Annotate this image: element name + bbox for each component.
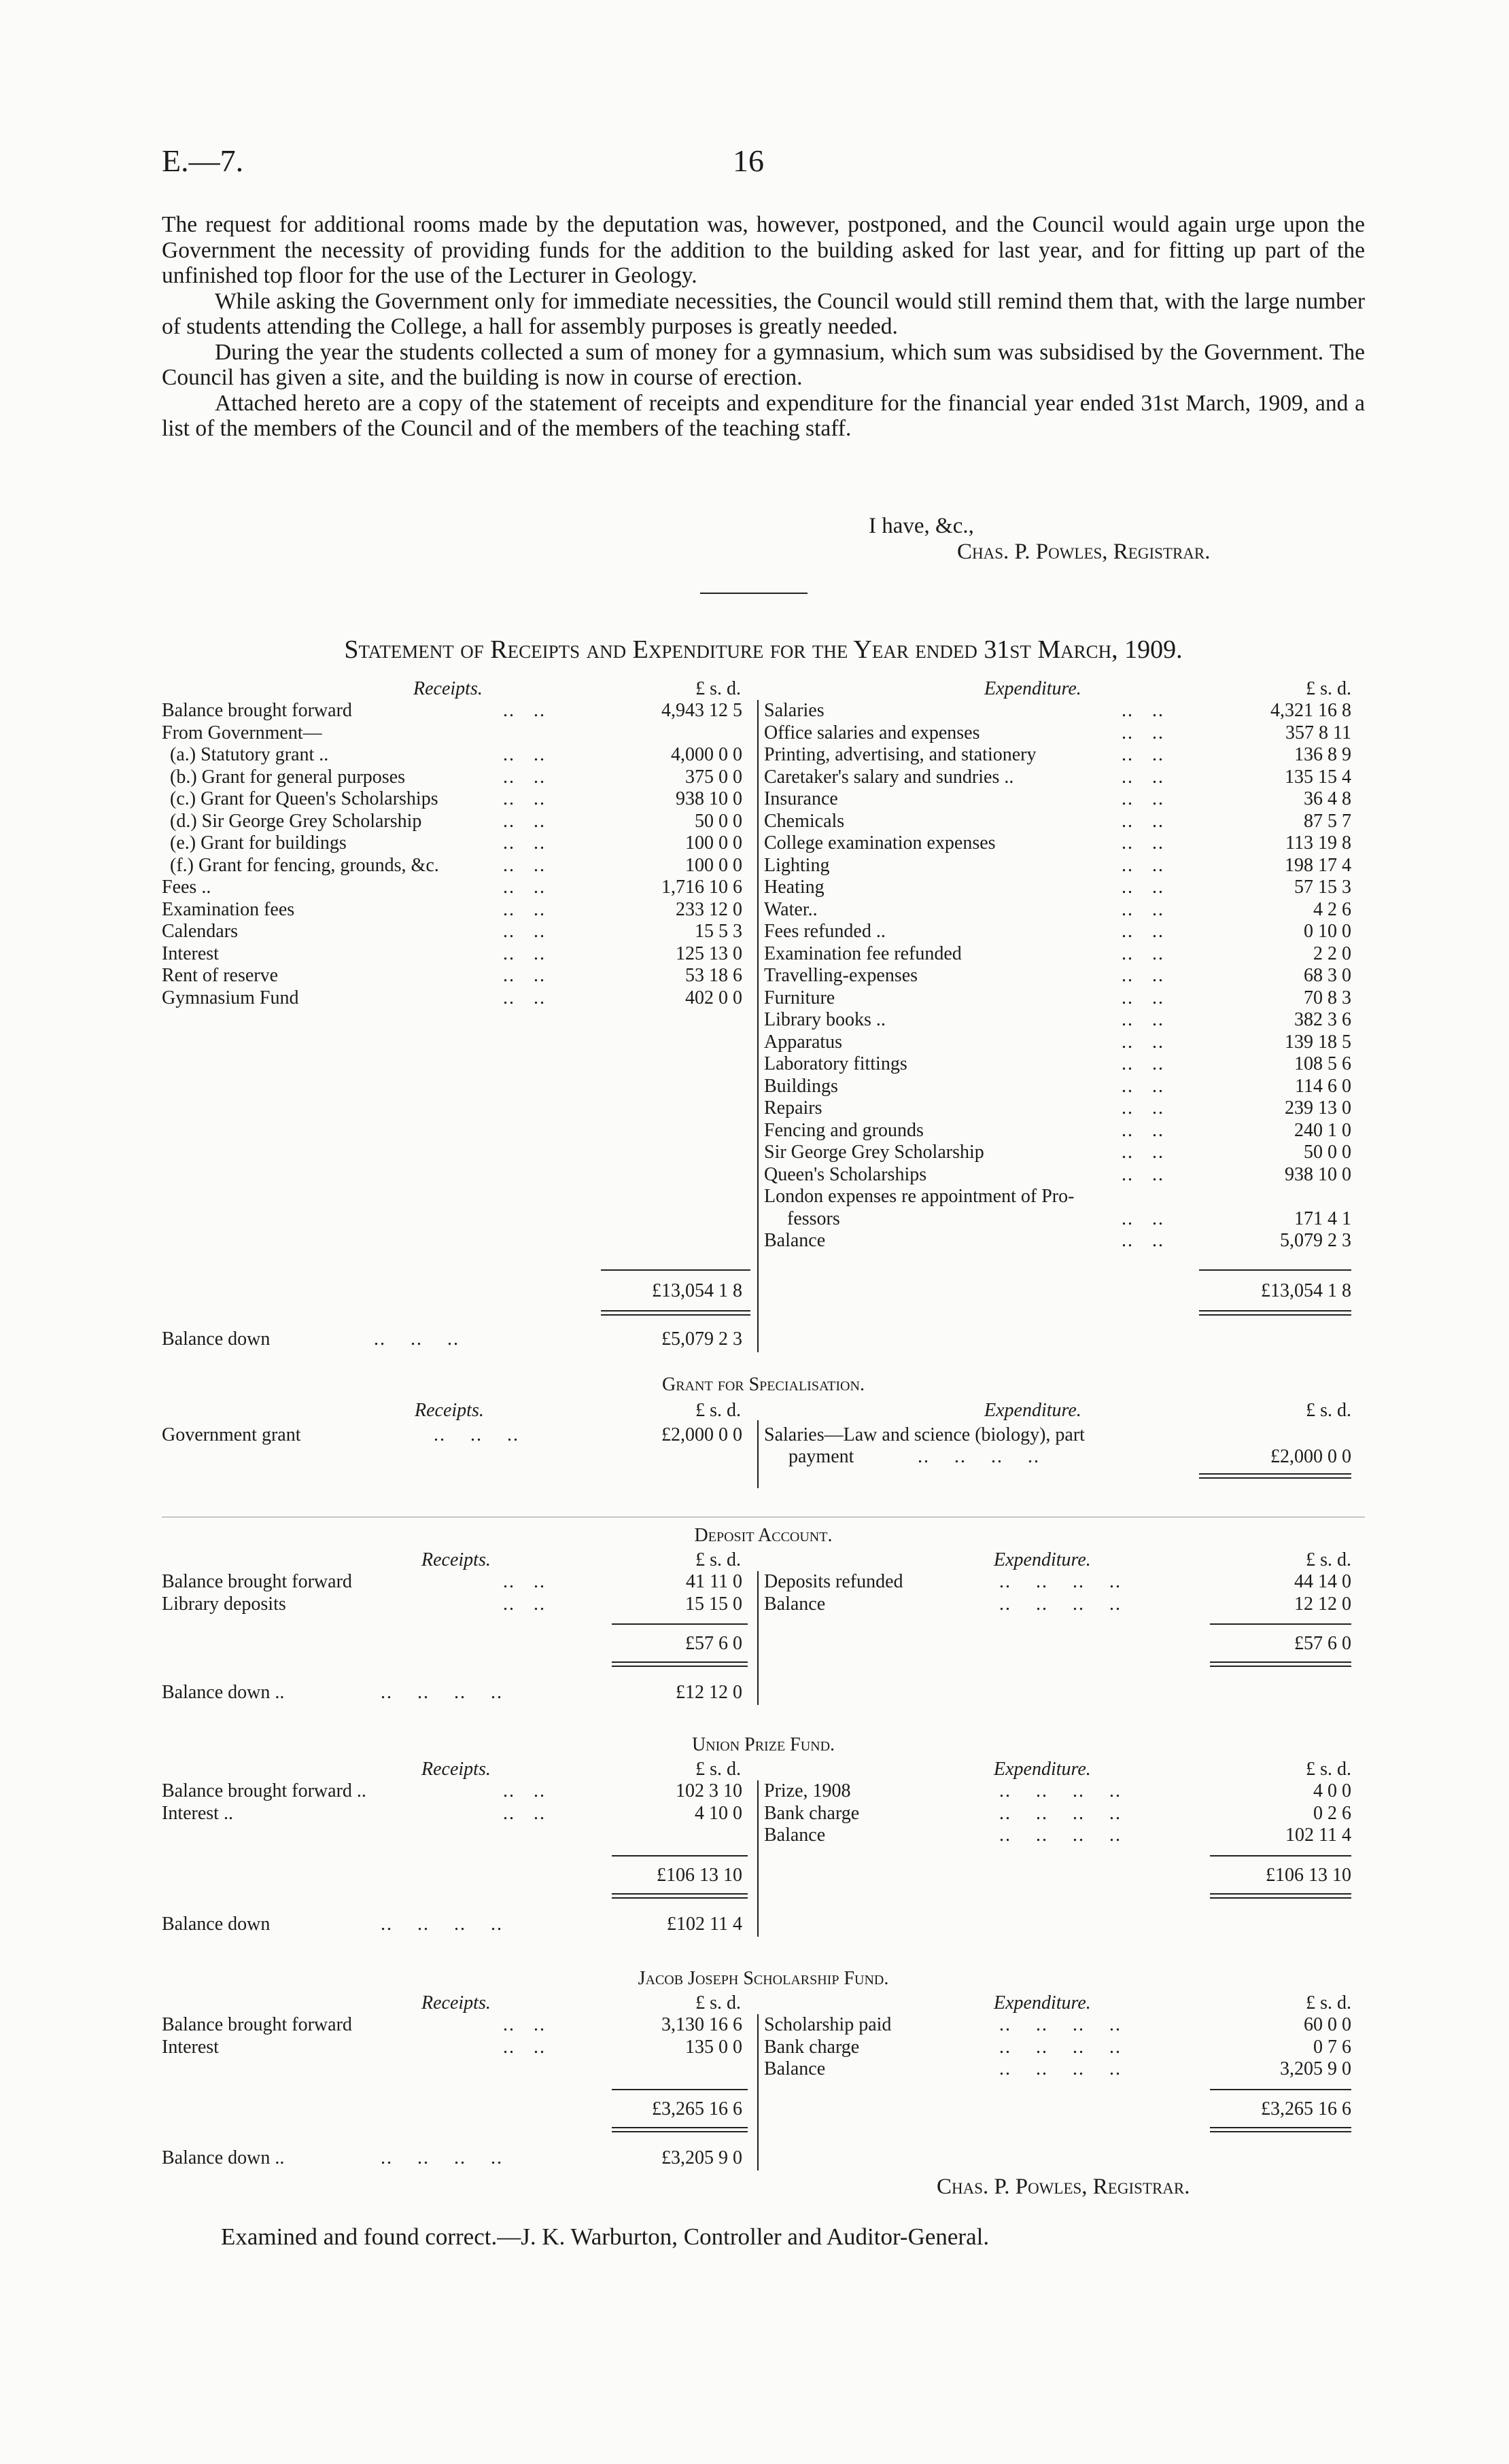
closing-line: I have, &c., [869,514,974,538]
union_prize-balance-down: £102 11 4 [667,1913,742,1935]
receipt-amount: 4 10 0 [695,1802,742,1824]
receipt-amount: 4,943 12 5 [661,700,742,721]
expenditure-amount: 12 12 0 [1294,1593,1351,1615]
expenditure-label: Chemicals [764,810,845,832]
expenditure-amount: 136 8 9 [1294,744,1351,765]
deposit-balance-down-label: Balance down .. [162,1682,285,1703]
expenditure-amount: 68 3 0 [1304,965,1351,986]
expenditure-amount: 135 15 4 [1285,766,1351,788]
jacob_joseph-title: Jacob Joseph Scholarship Fund. [638,1968,889,1989]
expenditure-amount: 938 10 0 [1285,1163,1351,1185]
document-code: E.—7. [162,143,244,178]
expenditure-label: Deposits refunded [764,1571,903,1592]
expenditure-label: Balance [764,1230,826,1251]
expenditure-amount: 239 13 0 [1285,1097,1351,1119]
receipt-amount: 100 0 0 [685,854,742,876]
expenditure-amount: 57 15 3 [1294,877,1351,898]
receipt-amount: 375 0 0 [685,766,742,788]
expenditure-label: Caretaker's salary and sundries .. [764,766,1014,788]
expenditure-heading: Expenditure. [984,678,1081,699]
expenditure-label: Salaries [764,700,825,721]
expenditure-label: Insurance [764,788,838,809]
expenditure-label: Heating [764,877,825,898]
expenditure-label: Bank charge [764,2036,860,2058]
specialisation-receipt-label: Government grant [162,1424,301,1445]
deposit-receipts-total: £57 6 0 [685,1633,742,1654]
expenditure-label: Lighting [764,854,830,876]
union_prize-expenditure-heading: Expenditure. [994,1759,1091,1780]
receipt-label: (d.) Sir George Grey Scholarship [170,810,422,832]
receipt-label: Interest .. [162,1802,233,1824]
paragraph-4: Attached hereto are a copy of the statement of receipts and expenditure for the financial year ended 31st March, 1909, and a list of the members of the Council and of the members of the teaching staff. [162,390,1365,441]
closing-signature: Chas. P. Powles, Registrar. [957,540,1211,564]
receipt-amount: 125 13 0 [676,943,742,964]
union_prize-balance-down-label: Balance down [162,1913,271,1935]
expenditure-amount: 102 11 4 [1285,1825,1351,1846]
expenditure-amount: 114 6 0 [1295,1075,1351,1097]
expenditure-label: Sir George Grey Scholarship [764,1142,984,1163]
jacob_joseph-receipts-total: £3,265 16 6 [652,2098,742,2119]
expenditure-amount: 0 2 6 [1313,1802,1351,1824]
specialisation-expenditure-heading: Expenditure. [984,1400,1081,1421]
expenditure-label: fessors [787,1208,840,1229]
receipt-label: Interest [162,943,219,964]
expenditure-label: Balance [764,2058,826,2079]
paragraph-2: While asking the Government only for immediate necessities, the Council would still remind them that, with the large number of students attending the College, a hall for assembly purposes is greatly needed. [162,288,1365,339]
receipt-amount: 100 0 0 [685,832,742,853]
expenditure-label: Printing, advertising, and stationery [764,744,1037,765]
expenditure-label: Balance [764,1593,826,1615]
expenditure-amount: 0 10 0 [1304,921,1351,942]
receipts-total: £13,054 1 8 [652,1280,742,1301]
specialisation-receipt-amount: £2,000 0 0 [661,1424,742,1445]
expenditure-label: Library books .. [764,1009,886,1030]
paragraph-3: During the year the students collected a sum of money for a gymnasium, which sum was subsidised by the Government. The Council has given a site, and the building is now in course of erection. [162,339,1365,390]
specialisation-expenditure-amount: £2,000 0 0 [1270,1446,1351,1467]
expenditure-amount: 240 1 0 [1294,1119,1351,1141]
expenditure-label: Apparatus [764,1031,843,1053]
expenditure-label: Fees refunded .. [764,921,886,942]
receipt-label: Interest [162,2036,219,2058]
expenditure-amount: 2 2 0 [1313,943,1351,964]
expenditure-amount: 70 8 3 [1304,987,1351,1008]
paragraph-1: The request for additional rooms made by the deputation was, however, postponed, and the Council would again urge upon the Government the necessity of providing funds for the addition to the building asked for last year, and for fitting up part of the unfinished top floor for the use of the Lecturer in Geology. [162,212,1365,288]
expenditure-amount: 5,079 2 3 [1280,1230,1351,1251]
statement-ledger: Receipts. £ s. d. Expenditure. £ s. d. Balance brought forward .. .. 4,943 12 5 From Government— (a.) Statutory grant .. .. .. 4,000 0 0 (b.) Grant for general purposes .. .. 375 0 0 (c.) Grant for Queen's Scholarships .. .. 938 10 0 (d.) Sir George Grey Scholarship .. .. 50 0 0 (e.) Grant for buildings .. .. 100 0 0 (f.) Grant for fencing, grounds, &c. .. .. 100 0 0 Fees .. .. .. 1,716 10 6 Examination fees .. .. 233 12 0 Calendars .. .. 15 5 3 Interest .. .. 125 13 0 Rent of reserve .. .. 53 18 6 Gymnasium Fund .. .. 402 0 0 Salaries .. .. 4,321 16 8 Office salaries and expenses .. .. 357 8 11 Printing, advertising, and stationery .. .. 136 8 9 Caretaker's salary and sundries .. .. .. 135 15 4 Insurance .. .. 36 4 8 Chemicals .. .. 87 5 7 College examination expenses .. .. 113 19 8 Lighting .. .. 198 17 4 Heating .. .. 57 15 3 Water.. .. .. 4 2 6 Fees refunded .. .. .. 0 10 0 Examination fee refunded .. .. 2 2 0 Travelling-expenses .. .. 68 3 0 Furniture .. .. 70 8 3 Library books .. .. .. 382 3 6 Apparatus .. .. 139 18 5 Laboratory fittings .. .. 108 5 6 Buildings .. .. 114 6 0 Repairs .. .. 239 13 0 Fencing and grounds .. .. 240 1 0 Sir George Grey Scholarship .. .. 50 0 0 Queen's Scholarships .. .. 938 10 0 London expenses re appointment of Pro- fessors .. .. 171 4 1 Balance .. .. 5,079 2 3 £13,054 1 8 £13,054 1 8 Balance down .. .. .. £5,079 2 3 Grant for Specialisation. Receipts. £ s. d. Expenditure. £ s. d. Government grant .. .. .. £2,000 0 0 Salaries—Law and science (biology), part payment .. .. .. .. £2,000 0 0 Deposit Account. Receipts. £ s. d. Expenditure. £ s. d. Balance brought forward .. .. 41 11 0 Library deposits .. .. 15 15 0 Deposits refunded .. .. .. .. 44 14 0 Balance .. .. .. .. 12 12 0 £57 6 0 £57 6 0 Balance down .. .. .. .. .. £12 12 0 Union Prize Fund. Receipts. £ s. d. Expenditure. £ s. d. Balance brought forward .. .. .. 102 3 10 Interest .. .. .. 4 10 0 Prize, 1908 .. .. .. .. 4 0 0 Bank charge .. .. .. .. 0 2 6 Balance .. .. .. .. 102 11 4 £106 13 10 £106 13 10 Balance down .. .. .. .. £102 11 4 Jacob Joseph Scholarship Fund. Receipts. £ s. d. Expenditure. £ s. d. Balance brought forward .. .. 3,130 16 6 Interest .. .. 135 0 0 Scholarship paid .. .. .. .. 60 0 0 Bank charge .. .. .. .. 0 7 6 Balance .. .. .. .. 3,205 9 0 £3,265 16 6 £3,265 16 6 Balance down .. .. .. .. .. £3,205 9 0 [0,0,1509,2464]
union_prize-receipts-heading: Receipts. [421,1759,491,1780]
receipt-label: Examination fees [162,898,295,920]
expenditure-amount: 357 8 11 [1285,722,1351,743]
expenditure-label: College examination expenses [764,832,996,853]
deposit-expenditure-heading: Expenditure. [994,1549,1091,1570]
deposit-receipts-heading: Receipts. [421,1549,491,1570]
deposit-balance-down: £12 12 0 [676,1682,742,1703]
specialisation-expenditure-label: Salaries—Law and science (biology), part [764,1424,1085,1445]
receipts-total-rule [601,1269,750,1271]
expenditure-label: Travelling-expenses [764,965,918,986]
specialisation-receipts-heading: Receipts. [415,1400,484,1421]
deposit-expenditure-total: £57 6 0 [1294,1633,1351,1654]
receipt-amount: 53 18 6 [685,965,742,986]
expenditure-total: £13,054 1 8 [1261,1280,1351,1301]
expenditure-amount: 113 19 8 [1285,832,1351,853]
auditor-note: Examined and found correct.—J. K. Warburton, Controller and Auditor-General. [221,2223,990,2250]
expenditure-label: Queen's Scholarships [764,1163,927,1185]
receipt-label: (f.) Grant for fencing, grounds, &c. [170,854,439,876]
jacob_joseph-balance-down: £3,205 9 0 [661,2147,742,2168]
expenditure-label: Water.. [764,898,818,920]
receipt-label: Balance brought forward [162,2014,352,2035]
union_prize-receipts-total: £106 13 10 [657,1864,742,1886]
receipt-amount: 3,130 16 6 [661,2014,742,2035]
expenditure-amount: 4 0 0 [1313,1780,1351,1801]
receipt-label: Balance brought forward .. [162,1780,366,1801]
expenditure-label: Fencing and grounds [764,1119,924,1141]
union_prize-title: Union Prize Fund. [691,1734,835,1755]
expenditure-label: London expenses re appointment of Pro- [764,1186,1075,1207]
balance-down-label: Balance down [162,1328,271,1350]
receipt-label: (e.) Grant for buildings [170,832,347,853]
receipts-total-double-rule [601,1310,750,1312]
expenditure-label: Balance [764,1825,826,1846]
receipt-amount: 1,716 10 6 [661,877,742,898]
expenditure-label: Repairs [764,1097,822,1119]
receipt-label: Rent of reserve [162,965,279,986]
receipt-label: Gymnasium Fund [162,987,299,1008]
expenditure-label: Prize, 1908 [764,1780,851,1801]
expenditure-amount: 198 17 4 [1285,854,1351,876]
expenditure-amount: 0 7 6 [1313,2036,1351,2058]
deposit-title: Deposit Account. [694,1525,833,1546]
receipt-amount: 15 5 3 [695,921,742,942]
expenditure-total-rule [1199,1269,1351,1271]
receipt-amount: 938 10 0 [676,788,742,809]
expenditure-amount: 108 5 6 [1294,1053,1351,1074]
expenditure-amount: 4,321 16 8 [1270,700,1351,721]
statement-title: Statement of Receipts and Expenditure for the Year ended 31st March, 1909. [344,635,1183,664]
balance-down-amount: £5,079 2 3 [661,1328,742,1350]
final-signature: Chas. P. Powles, Registrar. [937,2175,1190,2199]
receipts-heading: Receipts. [413,678,483,699]
receipt-amount: 41 11 0 [686,1571,742,1592]
receipt-amount: 50 0 0 [695,810,742,832]
expenditure-amount: 36 4 8 [1304,788,1351,809]
receipt-label: Library deposits [162,1593,286,1615]
expenditure-amount: 60 0 0 [1304,2014,1351,2035]
receipt-amount: 233 12 0 [676,898,742,920]
expenditure-amount: 3,205 9 0 [1280,2058,1351,2079]
receipt-amount: 15 15 0 [685,1593,742,1615]
expenditure-amount: 50 0 0 [1304,1142,1351,1163]
receipt-label: Balance brought forward [162,700,352,721]
expenditure-label: Bank charge [764,1802,860,1824]
receipt-amount: 102 3 10 [676,1780,742,1801]
receipt-amount: 402 0 0 [685,987,742,1008]
jacob_joseph-expenditure-heading: Expenditure. [994,1992,1091,2013]
expenditure-amount: 382 3 6 [1294,1009,1351,1030]
receipt-amount: 4,000 0 0 [671,744,742,765]
expenditure-lsd: £ s. d. [1306,678,1351,699]
union_prize-expenditure-total: £106 13 10 [1266,1864,1351,1886]
receipt-amount: 135 0 0 [685,2036,742,2058]
receipt-label: Fees .. [162,877,211,898]
receipt-label: (b.) Grant for general purposes [170,766,405,788]
jacob_joseph-expenditure-total: £3,265 16 6 [1261,2098,1351,2119]
receipt-label: From Government— [162,722,322,743]
expenditure-label: Office salaries and expenses [764,722,980,743]
expenditure-amount: 87 5 7 [1304,810,1351,832]
expenditure-label: Buildings [764,1075,838,1097]
column-divider [757,700,759,1352]
expenditure-label: Examination fee refunded [764,943,962,964]
expenditure-amount: 4 2 6 [1313,898,1351,920]
expenditure-amount: 139 18 5 [1285,1031,1351,1053]
expenditure-amount: 171 4 1 [1294,1208,1351,1229]
expenditure-total-double-rule [1199,1310,1351,1312]
specialisation-title: Grant for Specialisation. [662,1374,865,1395]
expenditure-label: Furniture [764,987,835,1008]
jacob_joseph-receipts-heading: Receipts. [421,1992,491,2013]
expenditure-amount: 44 14 0 [1294,1571,1351,1592]
receipt-label: (c.) Grant for Queen's Scholarships [170,788,438,809]
jacob_joseph-balance-down-label: Balance down .. [162,2147,285,2168]
receipt-label: Calendars [162,921,238,942]
page-number: 16 [733,143,764,178]
expenditure-label: Laboratory fittings [764,1053,907,1074]
expenditure-label: Scholarship paid [764,2014,892,2035]
receipt-label: Balance brought forward [162,1571,352,1592]
receipt-label: (a.) Statutory grant .. [170,744,329,765]
receipts-lsd: £ s. d. [695,678,741,699]
